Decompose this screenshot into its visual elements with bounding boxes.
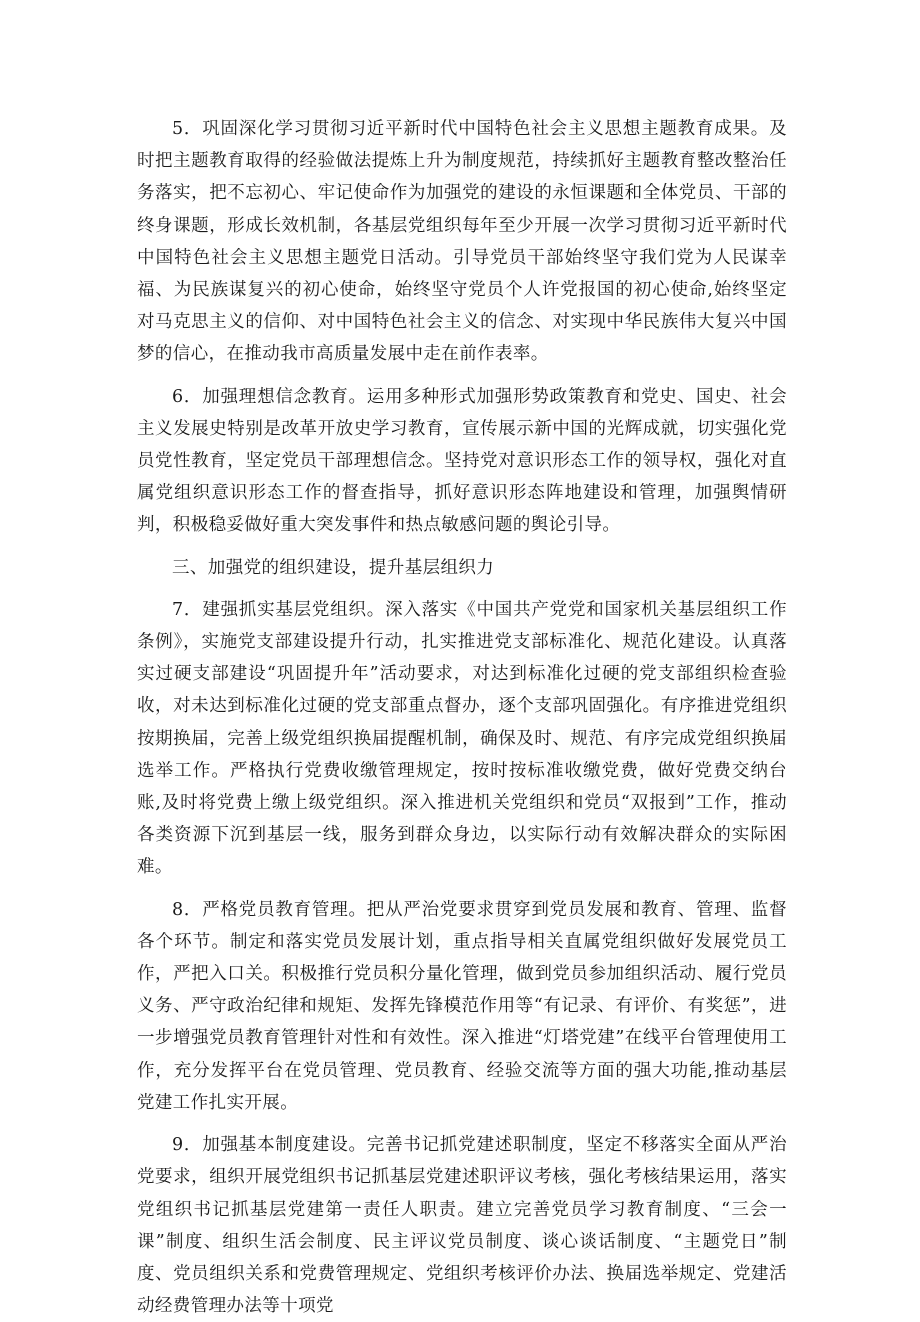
section-heading-3: 三、加强党的组织建设，提升基层组织力 [172,557,495,578]
paragraph-9: 9．加强基本制度建设。完善书记抓党建述职制度，坚定不移落实全面从严治党要求，组织开展党组织书记抓基层党建述职评议考核，强化考核结果运用，落实党组织书记抓基层党建第一责任人职责。建立完善党员学习教育制度、“三会一课”制度、组织生活会制度、民主评议党员制度、谈心谈话制度、“主题党日”制度、党员组织关系和党费管理规定、党组织考核评价办法、换届选举规定、党建活动经费管理办法等十项党 [137,1135,787,1317]
document-page [137,113,787,1322]
paragraph-8: 8．严格党员教育管理。把从严治党要求贯穿到党员发展和教育、管理、监督各个环节。制定和落实党员发展计划，重点指导相关直属党组织做好发展党员工作，严把入口关。积极推行党员积分量化管理，做到党员参加组织活动、履行党员义务、严守政治纪律和规矩、发挥先锋模范作用等“有记录、有评价、有奖惩”，进一步增强党员教育管理针对性和有效性。深入推进“灯塔党建”在线平台管理使用工作，充分发挥平台在党员管理、党员教育、经验交流等方面的强大功能,推动基层党建工作扎实开展。 [137,899,787,1113]
paragraph-5: 5．巩固深化学习贯彻习近平新时代中国特色社会主义思想主题教育成果。及时把主题教育取得的经验做法提炼上升为制度规范，持续抓好主题教育整改整治任务落实，把不忘初心、牢记使命作为加强党的建设的永恒课题和全体党员、干部的终身课题，形成长效机制，各基层党组织每年至少开展一次学习贯彻习近平新时代中国特色社会主义思想主题党日活动。引导党员干部始终坚守我们党为人民谋幸福、为民族谋复兴的初心使命，始终坚守党员个人许党报国的初心使命,始终坚定对马克思主义的信仰、对中国特色社会主义的信念、对实现中华民族伟大复兴中国梦的信心，在推动我市高质量发展中走在前作表率。 [137,119,787,365]
paragraph-6: 6．加强理想信念教育。运用多种形式加强形势政策教育和党史、国史、社会主义发展史特别是改革开放史学习教育，宣传展示新中国的光辉成就，切实强化党员党性教育，坚定党员干部理想信念。坚持党对意识形态工作的领导权，强化对直属党组织意识形态工作的督查指导，抓好意识形态阵地建设和管理，加强舆情研判，积极稳妥做好重大突发事件和热点敏感问题的舆论引导。 [137,386,787,536]
paragraph-7: 7．建强抓实基层党组织。深入落实《中国共产党党和国家机关基层组织工作条例》，实施党支部建设提升行动，扎实推进党支部标准化、规范化建设。认真落实过硬支部建设“巩固提升年”活动要求，对达到标准化过硬的党支部组织检查验收，对未达到标准化过硬的党支部重点督办，逐个支部巩固强化。有序推进党组织按期换届，完善上级党组织换届提醒机制，确保及时、规范、有序完成党组织换届选举工作。严格执行党费收缴管理规定，按时按标准收缴党费，做好党费交纳台账,及时将党费上缴上级党组织。深入推进机关党组织和党员“双报到”工作，推动各类资源下沉到基层一线，服务到群众身边，以实际行动有效解决群众的实际困难。 [137,599,787,878]
